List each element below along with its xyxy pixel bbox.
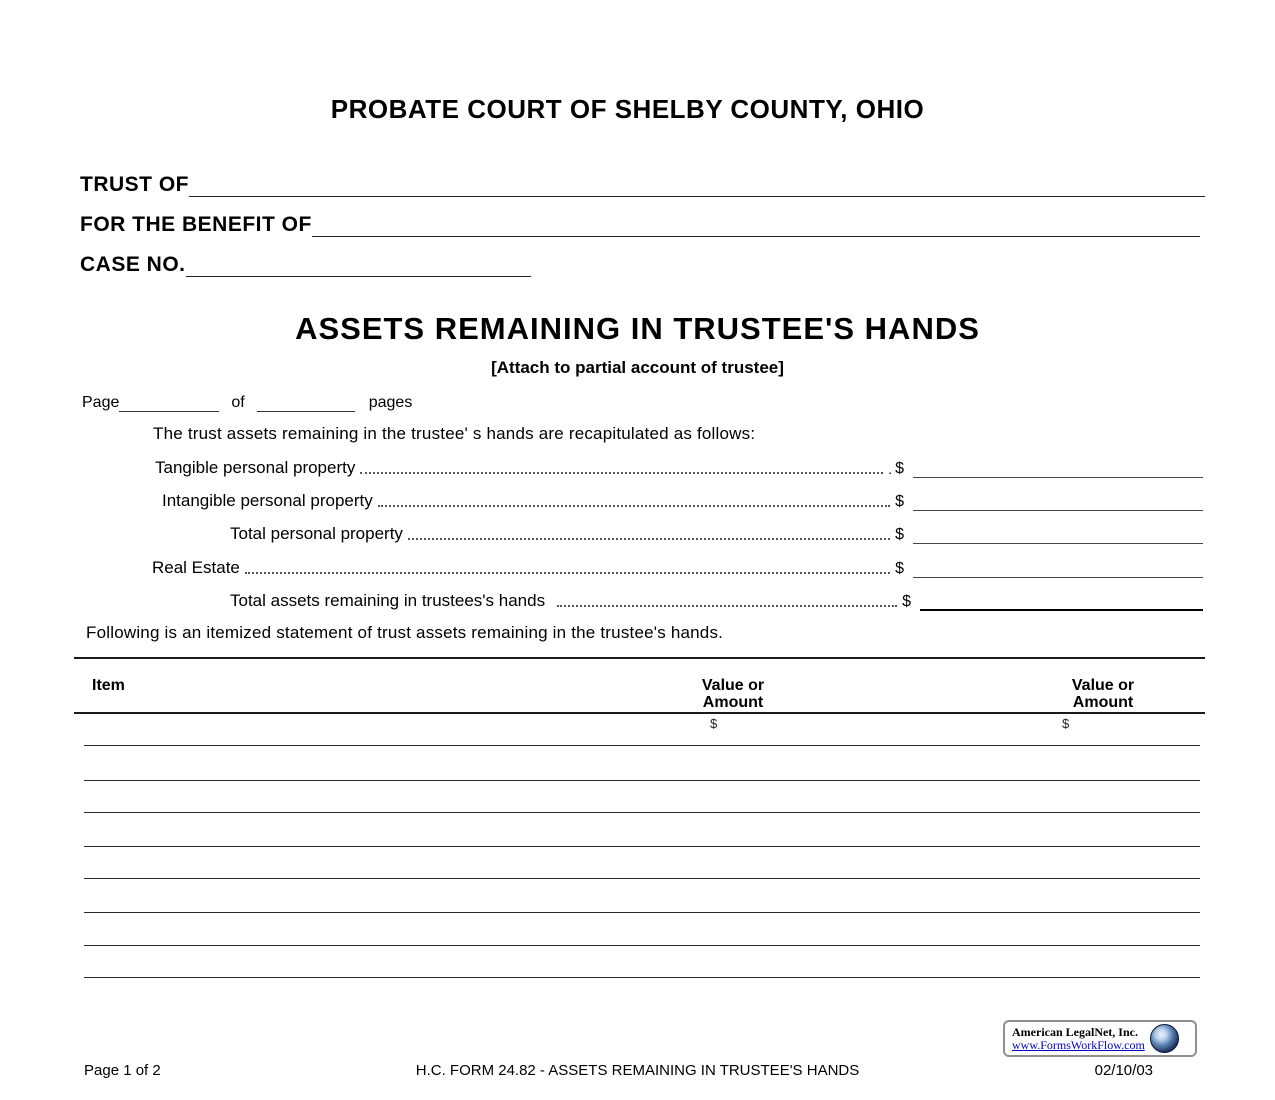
dollar-sign: $ — [902, 593, 911, 610]
dollar-sign: $ — [895, 560, 904, 577]
trust-of-blank-line — [189, 196, 1205, 197]
table-row-line — [84, 812, 1200, 813]
recap-row-intangible — [162, 489, 1203, 511]
table-row-line — [84, 912, 1200, 913]
column-dollar-sign: $ — [710, 716, 718, 731]
itemized-note: Following is an itemized statement of trust assets remaining in the trustee's hands. — [86, 623, 724, 642]
dotted-leader — [378, 505, 890, 507]
case-no-row — [80, 255, 531, 277]
total-amount-blank-line — [920, 609, 1203, 611]
table-row-line — [84, 878, 1200, 879]
form-title: ASSETS REMAINING IN TRUSTEE'S HANDS — [295, 311, 980, 346]
amount-blank-line — [913, 577, 1203, 578]
recap-row-total-personal — [230, 522, 1203, 544]
case-no-blank-line — [186, 276, 531, 277]
table-header-value-1 — [658, 677, 808, 711]
amount-text: Amount — [702, 694, 764, 711]
benefit-of-blank-line — [312, 236, 1200, 237]
attach-note: [Attach to partial account of trustee] — [491, 358, 784, 377]
recap-label: Intangible personal property — [162, 491, 373, 510]
amount-blank-line — [913, 543, 1203, 544]
page-label: Page — [82, 394, 120, 411]
table-row-line — [84, 780, 1200, 781]
table-top-rule — [74, 657, 1205, 659]
dotted-leader — [408, 538, 890, 540]
pages-total-blank — [257, 411, 355, 412]
table-row-line — [84, 977, 1200, 978]
american-legalnet-logo — [1003, 1020, 1197, 1057]
table-header-value-2 — [1028, 677, 1178, 711]
pages-label: pages — [368, 394, 413, 411]
recap-label: Total personal property — [230, 524, 403, 543]
column-dollar-sign: $ — [1062, 716, 1070, 731]
leader-period: . — [888, 461, 893, 477]
amount-blank-line — [913, 510, 1203, 511]
value-or-text: Value or — [701, 677, 765, 694]
table-row-line — [84, 945, 1200, 946]
footer-form-id: H.C. FORM 24.82 - ASSETS REMAINING IN TRUSTEE'S HANDS — [415, 1062, 860, 1079]
value-or-text: Value or — [1071, 677, 1135, 694]
amount-blank-line — [913, 477, 1203, 478]
table-row-line — [84, 745, 1200, 746]
dollar-sign: $ — [895, 526, 904, 543]
footer-page-info: Page 1 of 2 — [84, 1062, 161, 1079]
table-header-rule — [74, 712, 1205, 714]
logo-company-name: American LegalNet, Inc. — [1012, 1024, 1138, 1039]
footer-date: 02/10/03 — [1094, 1062, 1153, 1079]
trust-of-label: TRUST OF — [80, 173, 189, 196]
dollar-sign: $ — [895, 493, 904, 510]
recap-row-real-estate — [152, 556, 1203, 578]
recap-label: Tangible personal property — [155, 458, 356, 477]
formsworkflow-link[interactable]: www.FormsWorkFlow.com — [1012, 1037, 1145, 1052]
recap-intro: The trust assets remaining in the trustee' s hands are recapitulated as follows: — [153, 424, 756, 443]
logo-text-block — [1005, 1026, 1145, 1052]
page-number-blank — [119, 411, 219, 412]
dollar-sign: $ — [895, 460, 904, 477]
recap-row-tangible — [155, 456, 1203, 478]
court-title: PROBATE COURT OF SHELBY COUNTY, OHIO — [330, 94, 925, 124]
dotted-leader — [557, 605, 897, 607]
of-label: of — [231, 394, 245, 411]
benefit-of-row — [80, 215, 1200, 237]
trust-of-row — [80, 175, 1205, 197]
amount-text: Amount — [1072, 694, 1134, 711]
dotted-leader — [360, 472, 883, 474]
table-row-line — [84, 846, 1200, 847]
page-count-row — [82, 392, 412, 412]
recap-label: Real Estate — [152, 558, 240, 577]
case-no-label: CASE NO. — [80, 253, 186, 276]
recap-label: Total assets remaining in trustees's hands — [230, 591, 546, 610]
globe-icon — [1150, 1024, 1179, 1053]
table-header-item: Item — [92, 677, 125, 694]
dotted-leader — [245, 572, 890, 574]
benefit-of-label: FOR THE BENEFIT OF — [80, 213, 312, 236]
recap-row-total-assets — [230, 589, 1203, 611]
